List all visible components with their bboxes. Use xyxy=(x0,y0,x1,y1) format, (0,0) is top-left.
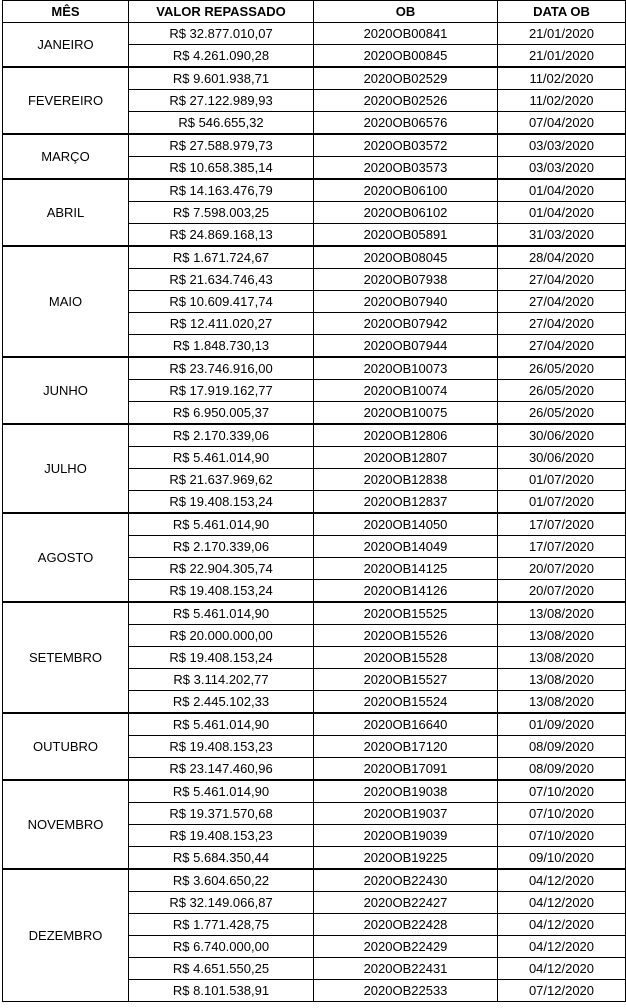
data-ob-cell: 21/01/2020 xyxy=(498,23,626,45)
data-ob-cell: 26/05/2020 xyxy=(498,380,626,402)
data-ob-cell: 07/04/2020 xyxy=(498,112,626,135)
valor-cell: R$ 32.149.066,87 xyxy=(129,892,314,914)
data-ob-cell: 27/04/2020 xyxy=(498,291,626,313)
month-cell: NOVEMBRO xyxy=(3,780,129,869)
table-row xyxy=(3,869,626,892)
ob-cell: 2020OB15527 xyxy=(314,669,498,691)
header-valor-repassado: VALOR REPASSADO xyxy=(129,1,314,23)
valor-cell: R$ 5.461.014,90 xyxy=(129,513,314,536)
valor-cell: R$ 23.147.460,96 xyxy=(129,758,314,781)
ob-cell: 2020OB15525 xyxy=(314,602,498,625)
data-ob-cell: 21/01/2020 xyxy=(498,45,626,68)
ob-cell: 2020OB17120 xyxy=(314,736,498,758)
month-cell: AGOSTO xyxy=(3,513,129,602)
ob-cell: 2020OB22533 xyxy=(314,980,498,1002)
valor-cell: R$ 5.461.014,90 xyxy=(129,780,314,803)
valor-cell: R$ 1.848.730,13 xyxy=(129,335,314,358)
ob-cell: 2020OB22431 xyxy=(314,958,498,980)
valor-cell: R$ 4.261.090,28 xyxy=(129,45,314,68)
month-cell: JULHO xyxy=(3,424,129,513)
data-ob-cell: 13/08/2020 xyxy=(498,625,626,647)
month-cell: JUNHO xyxy=(3,357,129,424)
valor-cell: R$ 4.651.550,25 xyxy=(129,958,314,980)
header-row xyxy=(3,1,626,23)
ob-cell: 2020OB00841 xyxy=(314,23,498,45)
ob-cell: 2020OB10075 xyxy=(314,402,498,425)
table-row xyxy=(3,357,626,380)
data-ob-cell: 13/08/2020 xyxy=(498,602,626,625)
valor-cell: R$ 5.461.014,90 xyxy=(129,447,314,469)
ob-cell: 2020OB22428 xyxy=(314,914,498,936)
data-ob-cell: 13/08/2020 xyxy=(498,647,626,669)
data-ob-cell: 17/07/2020 xyxy=(498,536,626,558)
table-body xyxy=(3,23,626,1002)
valor-cell: R$ 21.637.969,62 xyxy=(129,469,314,491)
data-ob-cell: 07/10/2020 xyxy=(498,780,626,803)
ob-cell: 2020OB17091 xyxy=(314,758,498,781)
valor-cell: R$ 8.101.538,91 xyxy=(129,980,314,1002)
valor-cell: R$ 17.919.162,77 xyxy=(129,380,314,402)
table-row xyxy=(3,134,626,157)
valor-cell: R$ 5.461.014,90 xyxy=(129,713,314,736)
ob-cell: 2020OB03573 xyxy=(314,157,498,180)
ob-cell: 2020OB14125 xyxy=(314,558,498,580)
valor-cell: R$ 14.163.476,79 xyxy=(129,179,314,202)
ob-cell: 2020OB14049 xyxy=(314,536,498,558)
data-ob-cell: 30/06/2020 xyxy=(498,447,626,469)
valor-cell: R$ 19.408.153,23 xyxy=(129,736,314,758)
header-data-ob: DATA OB xyxy=(498,1,626,23)
valor-cell: R$ 6.950.005,37 xyxy=(129,402,314,425)
table-row xyxy=(3,246,626,269)
valor-cell: R$ 5.461.014,90 xyxy=(129,602,314,625)
ob-cell: 2020OB19037 xyxy=(314,803,498,825)
table-row xyxy=(3,23,626,45)
ob-cell: 2020OB19038 xyxy=(314,780,498,803)
month-cell: SETEMBRO xyxy=(3,602,129,713)
data-ob-cell: 04/12/2020 xyxy=(498,869,626,892)
data-ob-cell: 01/04/2020 xyxy=(498,179,626,202)
data-ob-cell: 08/09/2020 xyxy=(498,736,626,758)
ob-cell: 2020OB05891 xyxy=(314,224,498,247)
data-ob-cell: 26/05/2020 xyxy=(498,402,626,425)
header-mes: MÊS xyxy=(3,1,129,23)
data-ob-cell: 17/07/2020 xyxy=(498,513,626,536)
table-row xyxy=(3,179,626,202)
valor-cell: R$ 20.000.000,00 xyxy=(129,625,314,647)
transfers-table xyxy=(2,0,626,1002)
ob-cell: 2020OB07942 xyxy=(314,313,498,335)
ob-cell: 2020OB22430 xyxy=(314,869,498,892)
ob-cell: 2020OB22427 xyxy=(314,892,498,914)
valor-cell: R$ 27.122.989,93 xyxy=(129,90,314,112)
ob-cell: 2020OB02529 xyxy=(314,67,498,90)
ob-cell: 2020OB02526 xyxy=(314,90,498,112)
valor-cell: R$ 2.445.102,33 xyxy=(129,691,314,714)
data-ob-cell: 13/08/2020 xyxy=(498,669,626,691)
data-ob-cell: 27/04/2020 xyxy=(498,269,626,291)
data-ob-cell: 20/07/2020 xyxy=(498,558,626,580)
data-ob-cell: 11/02/2020 xyxy=(498,90,626,112)
valor-cell: R$ 12.411.020,27 xyxy=(129,313,314,335)
ob-cell: 2020OB07940 xyxy=(314,291,498,313)
ob-cell: 2020OB14050 xyxy=(314,513,498,536)
ob-cell: 2020OB07944 xyxy=(314,335,498,358)
ob-cell: 2020OB10074 xyxy=(314,380,498,402)
data-ob-cell: 03/03/2020 xyxy=(498,134,626,157)
month-cell: DEZEMBRO xyxy=(3,869,129,1002)
valor-cell: R$ 10.609.417,74 xyxy=(129,291,314,313)
valor-cell: R$ 3.604.650,22 xyxy=(129,869,314,892)
header-ob: OB xyxy=(314,1,498,23)
data-ob-cell: 07/12/2020 xyxy=(498,980,626,1002)
data-ob-cell: 03/03/2020 xyxy=(498,157,626,180)
valor-cell: R$ 546.655,32 xyxy=(129,112,314,135)
ob-cell: 2020OB19039 xyxy=(314,825,498,847)
ob-cell: 2020OB06102 xyxy=(314,202,498,224)
data-ob-cell: 01/04/2020 xyxy=(498,202,626,224)
valor-cell: R$ 32.877.010,07 xyxy=(129,23,314,45)
data-ob-cell: 11/02/2020 xyxy=(498,67,626,90)
valor-cell: R$ 2.170.339,06 xyxy=(129,536,314,558)
ob-cell: 2020OB19225 xyxy=(314,847,498,870)
valor-cell: R$ 10.658.385,14 xyxy=(129,157,314,180)
ob-cell: 2020OB15528 xyxy=(314,647,498,669)
ob-cell: 2020OB00845 xyxy=(314,45,498,68)
data-ob-cell: 13/08/2020 xyxy=(498,691,626,714)
ob-cell: 2020OB03572 xyxy=(314,134,498,157)
valor-cell: R$ 19.408.153,24 xyxy=(129,647,314,669)
valor-cell: R$ 1.771.428,75 xyxy=(129,914,314,936)
valor-cell: R$ 19.371.570,68 xyxy=(129,803,314,825)
ob-cell: 2020OB15524 xyxy=(314,691,498,714)
table-row xyxy=(3,602,626,625)
data-ob-cell: 08/09/2020 xyxy=(498,758,626,781)
table-row xyxy=(3,67,626,90)
ob-cell: 2020OB06100 xyxy=(314,179,498,202)
ob-cell: 2020OB12807 xyxy=(314,447,498,469)
data-ob-cell: 04/12/2020 xyxy=(498,936,626,958)
ob-cell: 2020OB22429 xyxy=(314,936,498,958)
ob-cell: 2020OB15526 xyxy=(314,625,498,647)
valor-cell: R$ 7.598.003,25 xyxy=(129,202,314,224)
data-ob-cell: 07/10/2020 xyxy=(498,803,626,825)
data-ob-cell: 28/04/2020 xyxy=(498,246,626,269)
ob-cell: 2020OB06576 xyxy=(314,112,498,135)
data-ob-cell: 04/12/2020 xyxy=(498,892,626,914)
data-ob-cell: 07/10/2020 xyxy=(498,825,626,847)
ob-cell: 2020OB10073 xyxy=(314,357,498,380)
data-ob-cell: 27/04/2020 xyxy=(498,313,626,335)
data-ob-cell: 20/07/2020 xyxy=(498,580,626,603)
month-cell: ABRIL xyxy=(3,179,129,246)
table-row xyxy=(3,424,626,447)
data-ob-cell: 30/06/2020 xyxy=(498,424,626,447)
data-ob-cell: 27/04/2020 xyxy=(498,335,626,358)
ob-cell: 2020OB16640 xyxy=(314,713,498,736)
data-ob-cell: 04/12/2020 xyxy=(498,958,626,980)
valor-cell: R$ 3.114.202,77 xyxy=(129,669,314,691)
month-cell: JANEIRO xyxy=(3,23,129,68)
data-ob-cell: 31/03/2020 xyxy=(498,224,626,247)
data-ob-cell: 09/10/2020 xyxy=(498,847,626,870)
valor-cell: R$ 19.408.153,24 xyxy=(129,491,314,514)
valor-cell: R$ 9.601.938,71 xyxy=(129,67,314,90)
data-ob-cell: 01/09/2020 xyxy=(498,713,626,736)
ob-cell: 2020OB14126 xyxy=(314,580,498,603)
table-row xyxy=(3,780,626,803)
valor-cell: R$ 1.671.724,67 xyxy=(129,246,314,269)
valor-cell: R$ 22.904.305,74 xyxy=(129,558,314,580)
valor-cell: R$ 19.408.153,23 xyxy=(129,825,314,847)
valor-cell: R$ 19.408.153,24 xyxy=(129,580,314,603)
month-cell: OUTUBRO xyxy=(3,713,129,780)
month-cell: MARÇO xyxy=(3,134,129,179)
valor-cell: R$ 6.740.000,00 xyxy=(129,936,314,958)
valor-cell: R$ 24.869.168,13 xyxy=(129,224,314,247)
ob-cell: 2020OB07938 xyxy=(314,269,498,291)
ob-cell: 2020OB12837 xyxy=(314,491,498,514)
valor-cell: R$ 2.170.339,06 xyxy=(129,424,314,447)
data-ob-cell: 04/12/2020 xyxy=(498,914,626,936)
valor-cell: R$ 5.684.350,44 xyxy=(129,847,314,870)
month-cell: MAIO xyxy=(3,246,129,357)
table-row xyxy=(3,713,626,736)
valor-cell: R$ 21.634.746,43 xyxy=(129,269,314,291)
data-ob-cell: 01/07/2020 xyxy=(498,491,626,514)
ob-cell: 2020OB08045 xyxy=(314,246,498,269)
ob-cell: 2020OB12838 xyxy=(314,469,498,491)
month-cell: FEVEREIRO xyxy=(3,67,129,134)
data-ob-cell: 26/05/2020 xyxy=(498,357,626,380)
table-row xyxy=(3,513,626,536)
valor-cell: R$ 23.746.916,00 xyxy=(129,357,314,380)
ob-cell: 2020OB12806 xyxy=(314,424,498,447)
valor-cell: R$ 27.588.979,73 xyxy=(129,134,314,157)
data-ob-cell: 01/07/2020 xyxy=(498,469,626,491)
